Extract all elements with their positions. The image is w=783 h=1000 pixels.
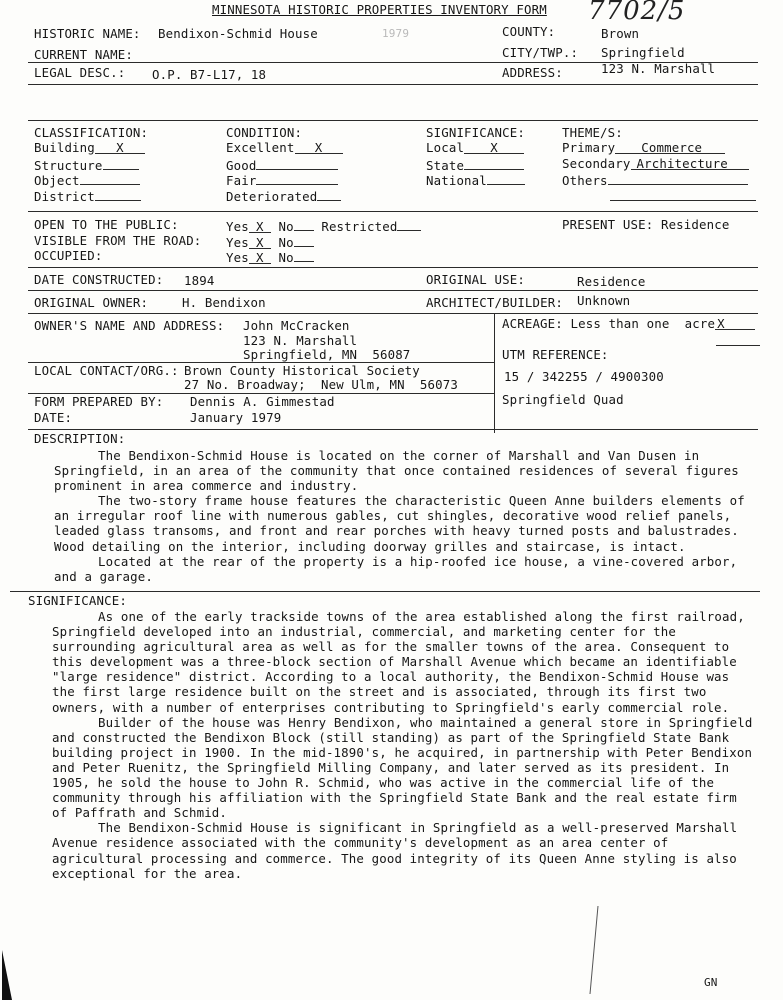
fair-label: Fair <box>226 172 338 188</box>
historic-name: Bendixon-Schmid House <box>158 26 318 41</box>
acreage: ACREAGE: Less than one acre X <box>502 317 755 331</box>
significance-box-label: SIGNIFICANCE: <box>426 125 525 140</box>
owner-label: OWNER'S NAME AND ADDRESS: <box>34 318 225 333</box>
description-paragraph: Located at the rear of the property is a hip-roofed ice house, a vine-covered arbor, and a garage. <box>54 553 738 584</box>
building-mark: X <box>116 140 124 155</box>
theme-others: Others <box>562 172 748 188</box>
received-stamp: 1979 <box>382 27 410 40</box>
legal-label: LEGAL DESC.: <box>34 65 126 80</box>
present-use: PRESENT USE: Residence <box>562 217 730 232</box>
occupied-label: OCCUPIED: <box>34 248 103 263</box>
city-label: CITY/TWP.: <box>502 45 579 60</box>
open-public-label: OPEN TO THE PUBLIC: <box>34 217 179 232</box>
object-label: Object <box>34 172 140 188</box>
significance-body <box>34 609 754 881</box>
contact-line-1: Brown County Historical Society <box>184 363 420 378</box>
building-label: Building X <box>34 141 145 155</box>
theme-primary: Primary Commerce <box>562 141 725 155</box>
prepared-by: Dennis A. Gimmestad <box>190 394 335 409</box>
district-label: District <box>34 188 141 204</box>
classification-label: CLASSIFICATION: <box>34 125 149 140</box>
legal-desc: O.P. B7-L17, 18 <box>152 67 267 82</box>
county: Brown <box>601 26 640 41</box>
description-body <box>34 448 754 584</box>
significance-paragraph: The Bendixon-Schmid House is significant in Springfield as a well-preserved Marshall Avenue residence associated with the community's development as an area center of agricultural processing and commerce. The good integrity of its Queen Anne styling is also exceptional for the area. <box>52 820 738 881</box>
address-label: ADDRESS: <box>502 65 563 80</box>
original-owner-label: ORIGINAL OWNER: <box>34 295 149 310</box>
date-label: DATE: <box>34 410 73 425</box>
occupied-yes-mark: X <box>256 250 264 265</box>
description-paragraph: The Bendixon-Schmid House is located on the corner of Marshall and Van Dusen in Springfield, in an area of the community that once contained residences of several figures prominent in area commerce and industry. <box>54 448 739 494</box>
historic-name-label: HISTORIC NAME: <box>34 26 141 41</box>
utm-reference: 15 / 342255 / 4900300 <box>504 369 664 384</box>
date-constructed-label: DATE CONSTRUCTED: <box>34 272 164 287</box>
original-use-label: ORIGINAL USE: <box>426 272 525 287</box>
structure-label: Structure <box>34 157 139 173</box>
quad: Springfield Quad <box>502 392 624 407</box>
contact-line-2: 27 No. Broadway; New Ulm, MN 56073 <box>184 377 458 392</box>
owner-line-1: John McCracken <box>243 318 350 333</box>
date-constructed: 1894 <box>184 273 215 288</box>
deteriorated-label: Deteriorated <box>226 188 341 204</box>
theme-primary-value: Commerce <box>641 140 703 155</box>
theme-secondary-value: Architecture <box>636 156 728 171</box>
local-mark: X <box>490 140 498 155</box>
architect: Unknown <box>577 293 631 308</box>
excellent-mark: X <box>314 140 323 155</box>
good-label: Good <box>226 157 338 173</box>
owner-line-2: 123 N. Marshall <box>243 333 358 348</box>
condition-label: CONDITION: <box>226 125 303 140</box>
architect-label: ARCHITECT/BUILDER: <box>426 295 563 310</box>
footer-initials: GN <box>704 976 718 989</box>
county-label: COUNTY: <box>502 24 556 39</box>
city: Springfield <box>601 45 685 60</box>
significance-paragraph: Builder of the house was Henry Bendixon, who maintained a general store in Springfield and constructed the Bendixon Block (still standing) as part of the Springfield State Bank building project in 1900. In the mid-1890's, he acquired, in partnership with Peter Bendixon and Peter Ruenitz, the Springfield Milling Company, and later served as its president. In 1905, he sold the house to John R. Schmid, who was active in the commercial life of the community through his affiliation with the Springfield State Bank and the real estate firm of Paffrath and Schmid. <box>52 714 753 821</box>
address: 123 N. Marshall <box>601 61 716 76</box>
description-paragraph: The two-story frame house features the characteristic Queen Anne builders elements of an irregular roof line with numerous gables, cut shingles, decorative wood relief panels, leaded glass transoms, and front and rear porches with heavy turned posts and balustrades. Wood detailing on the interior, including doorway grilles and staircase, is intact. <box>54 493 745 554</box>
excellent-label: Excellent X <box>226 141 343 155</box>
significance-label: SIGNIFICANCE: <box>28 593 127 608</box>
local-label: Local X <box>426 141 524 155</box>
handwritten-number: 7702/5 <box>588 0 686 26</box>
date: January 1979 <box>190 410 282 425</box>
state-label: State <box>426 157 524 173</box>
prepared-by-label: FORM PREPARED BY: <box>34 394 164 409</box>
significance-paragraph: As one of the early trackside towns of the area established along the first railroad, Springfield developed into an industrial, commercial, and marketing center for the surrounding agricultural area as well as for the smaller towns of the area. Consequent to this development was a three-block section of Marshall Avenue which became an identifiable "large residence" district. According to a local authority, the Bendixon-Schmid House was the first large residence built on the street and is associated, through its first two owners, with a number of enterprises contributing to Springfield's early commercial role. <box>52 609 745 715</box>
present-use-value: Residence <box>660 217 730 232</box>
theme-label: THEME/S: <box>562 125 623 140</box>
description-label: DESCRIPTION: <box>34 431 126 446</box>
national-label: National <box>426 172 525 188</box>
acreage-mark: X <box>717 316 725 331</box>
utm-label: UTM REFERENCE: <box>502 347 609 362</box>
owner-line-3: Springfield, MN 56087 <box>243 347 411 362</box>
open-yes-mark: X <box>256 219 264 234</box>
current-name-label: CURRENT NAME: <box>34 47 133 62</box>
original-owner: H. Bendixon <box>182 295 266 310</box>
original-use: Residence <box>577 274 646 289</box>
visible-road-label: VISIBLE FROM THE ROAD: <box>34 233 202 248</box>
form-title: MINNESOTA HISTORIC PROPERTIES INVENTORY FORM <box>212 2 547 17</box>
contact-label: LOCAL CONTACT/ORG.: <box>34 363 179 378</box>
pencil-stroke <box>586 906 606 996</box>
visible-yes-mark: X <box>256 235 264 250</box>
theme-secondary: Secondary Architecture <box>562 157 749 171</box>
scan-corner-mark <box>0 950 30 1000</box>
